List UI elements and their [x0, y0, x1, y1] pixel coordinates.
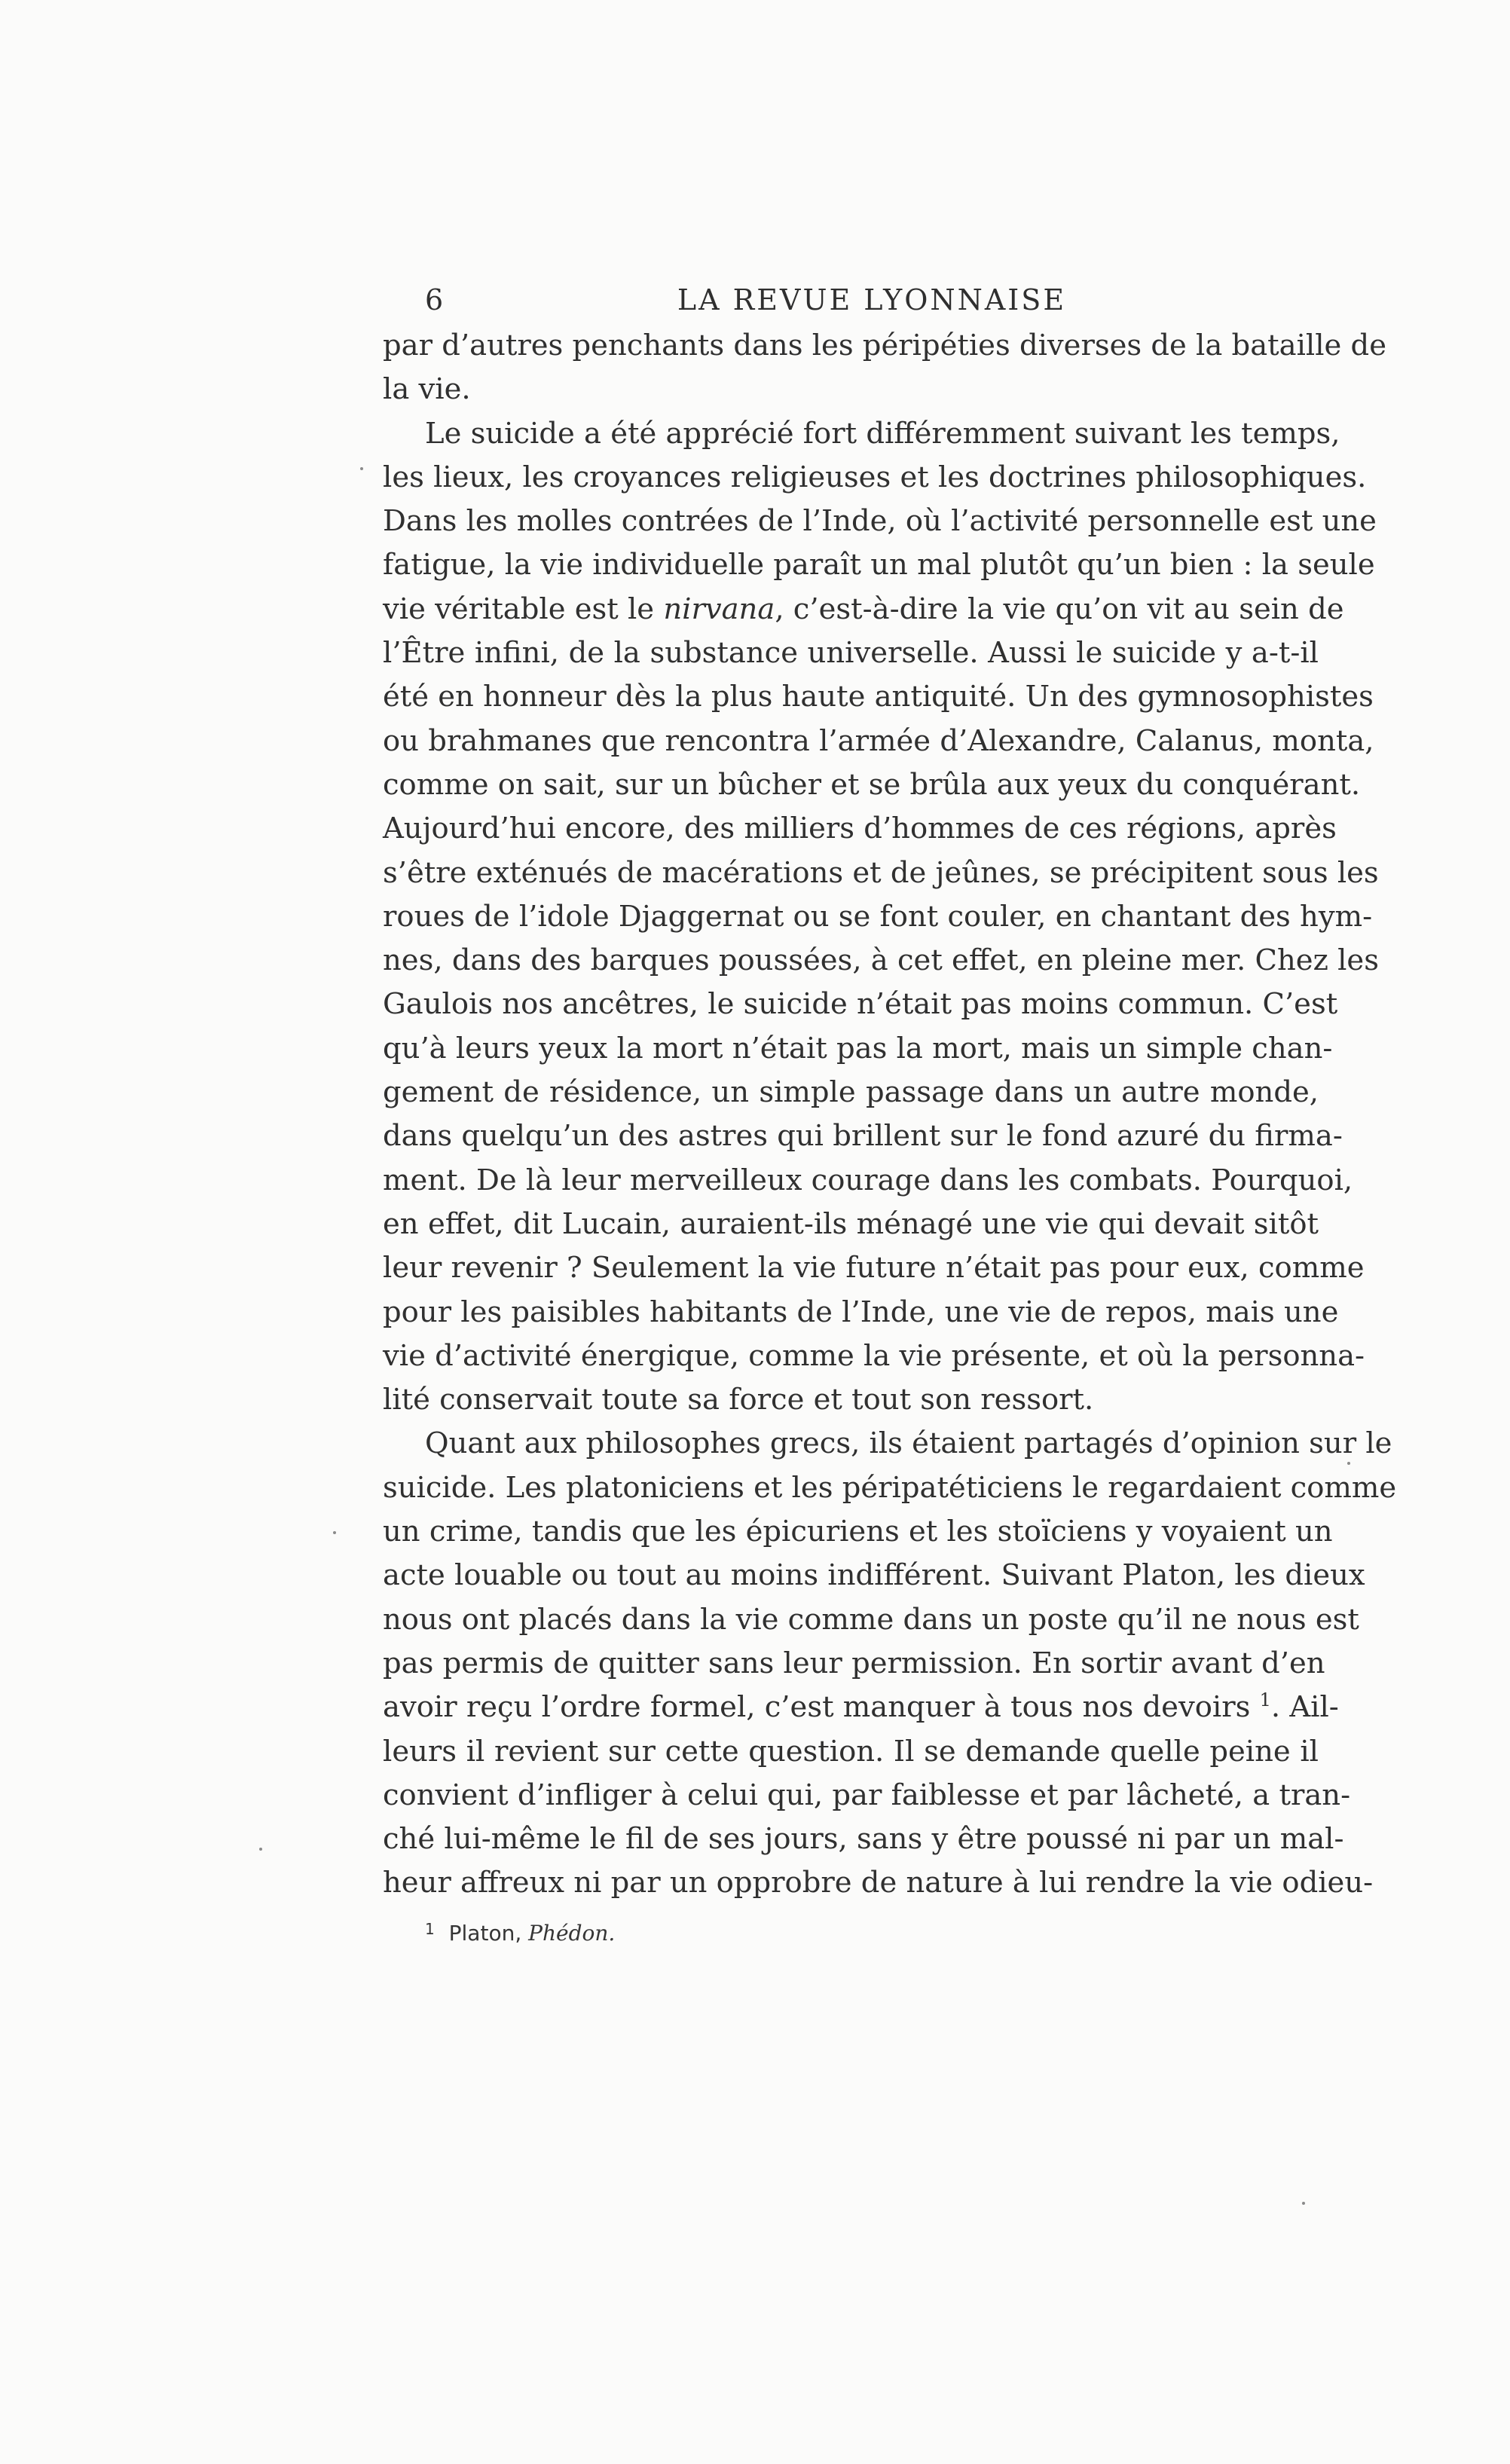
paper-speck: [259, 1848, 262, 1851]
text-line: lité conservait toute sa force et tout son ressort.: [383, 1383, 1094, 1417]
text-line: Dans les molles contrées de l’Inde, où l’activité personnelle est une: [383, 504, 1377, 539]
text-line: par d’autres penchants dans les péripéties diverses de la bataille de: [383, 329, 1386, 362]
footnote: [425, 1920, 615, 1946]
text-line: en effet, dit Lucain, auraient-ils ménagé une vie qui devait sitôt: [383, 1206, 1319, 1241]
page-header: [425, 277, 1319, 323]
text-line: Le suicide a été apprécié fort différemment suivant les temps,: [425, 416, 1340, 451]
text-line: nes, dans des barques poussées, à cet effet, en pleine mer. Chez les: [383, 943, 1379, 978]
text-segment: vie véritable est le: [383, 592, 655, 626]
text-line: leur revenir ? Seulement la vie future n’était pas pour eux, comme: [383, 1251, 1365, 1285]
page-number: 6: [425, 283, 444, 316]
text-line: convient d’infliger à celui qui, par faiblesse et par lâcheté, a tran-: [383, 1778, 1351, 1812]
text-line: heur affreux ni par un opprobre de nature à lui rendre la vie odieu-: [383, 1866, 1374, 1900]
text-line: ché lui-même le fil de ses jours, sans y être poussé ni par un mal-: [383, 1822, 1344, 1857]
text-line: ment. De là leur merveilleux courage dans les combats. Pourquoi,: [383, 1163, 1353, 1197]
text-segment: . Ail-: [1270, 1690, 1339, 1725]
text-line-composite: [383, 588, 1344, 631]
text-line: suicide. Les platoniciens et les péripatéticiens le regardaient comme: [383, 1470, 1397, 1505]
text-line: ou brahmanes que rencontra l’armée d’Alexandre, Calanus, monta,: [383, 723, 1374, 758]
text-segment: avoir reçu l’ordre formel, c’est manquer à tous nos devoirs: [383, 1690, 1251, 1725]
text-line: comme on sait, sur un bûcher et se brûla aux yeux du conquérant.: [383, 767, 1361, 802]
text-line: Quant aux philosophes grecs, ils étaient partagés d’opinion sur le: [425, 1426, 1392, 1461]
footnote-reference: 1: [1259, 1689, 1271, 1711]
text-line: pour les paisibles habitants de l’Inde, une vie de repos, mais une: [383, 1295, 1339, 1329]
text-line: les lieux, les croyances religieuses et les doctrines philosophiques.: [383, 460, 1367, 494]
text-line: Aujourd’hui encore, des milliers d’hommes de ces régions, après: [383, 812, 1337, 846]
text-line: roues de l’idole Djaggernat ou se font couler, en chantant des hym-: [383, 899, 1373, 934]
text-line: la vie.: [383, 372, 471, 407]
footnote-mark: 1: [425, 1920, 435, 1938]
text-line: dans quelqu’un des astres qui brillent sur le fond azuré du firma-: [383, 1119, 1343, 1154]
text-line: l’Être infini, de la substance universelle. Aussi le suicide y a-t-il: [383, 636, 1319, 671]
text-line: été en honneur dès la plus haute antiquité. Un des gymnosophistes: [383, 680, 1374, 714]
paper-speck: [1347, 1462, 1350, 1465]
running-title: LA REVUE LYONNAISE: [677, 283, 1067, 316]
paper-speck: [360, 467, 363, 470]
text-line: un crime, tandis que les épicuriens et les stoïciens y voyaient un: [383, 1515, 1333, 1549]
text-segment: , c’est-à-dire la vie qu’on vit au sein de: [775, 592, 1344, 626]
text-line: leurs il revient sur cette question. Il se demande quelle peine il: [383, 1734, 1319, 1769]
text-line-composite: [383, 1686, 1339, 1729]
text-line: fatigue, la vie individuelle paraît un mal plutôt qu’un bien : la seule: [383, 548, 1375, 582]
text-line: acte louable ou tout au moins indifférent. Suivant Platon, les dieux: [383, 1558, 1365, 1593]
paper-speck: [1302, 2202, 1305, 2205]
text-line: Gaulois nos ancêtres, le suicide n’était pas moins commun. C’est: [383, 987, 1338, 1022]
text-line: gement de résidence, un simple passage dans un autre monde,: [383, 1075, 1319, 1110]
text-line: s’être exténués de macérations et de jeûnes, se précipitent sous les: [383, 855, 1379, 890]
text-line: pas permis de quitter sans leur permission. En sortir avant d’en: [383, 1646, 1325, 1680]
text-line: vie d’activité énergique, comme la vie présente, et où la personna-: [383, 1338, 1365, 1373]
italic-term: nirvana: [663, 592, 775, 626]
text-line: nous ont placés dans la vie comme dans un poste qu’il ne nous est: [383, 1602, 1359, 1637]
text-line: qu’à leurs yeux la mort n’était pas la mort, mais un simple chan-: [383, 1031, 1333, 1065]
footnote-work: Phédon.: [528, 1921, 616, 1946]
body-text: [383, 324, 1397, 1906]
footnote-author: Platon,: [448, 1921, 522, 1946]
paper-speck: [333, 1531, 336, 1534]
